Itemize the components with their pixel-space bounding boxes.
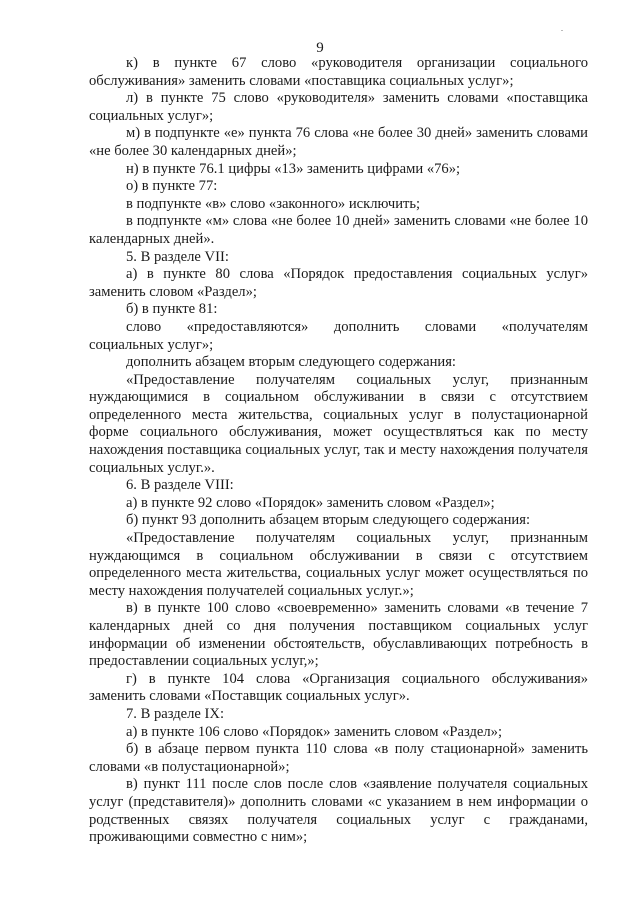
paragraph-add-second: дополнить абзацем вторым следующего содержания:: [126, 354, 456, 371]
paragraph-ix-a: а) в пункте 106 слово «Порядок» заменить словом «Раздел»;: [126, 723, 503, 740]
paragraph-viii-g: г) в пункте 104 слова «Организация социального обслуживания» заменить словами «Поставщик социальных услуг».: [89, 670, 588, 705]
paragraph-n: н) в пункте 76.1 цифры «13» заменить цифрами «76»;: [126, 160, 461, 177]
word: «предоставляются»: [186, 318, 309, 335]
line-continuation: социальных услуг»;: [89, 336, 214, 353]
word: дополнить: [333, 318, 400, 335]
section-heading-vii: 5. В разделе VII:: [126, 248, 229, 265]
paragraph-vii-b: б) в пункте 81:: [126, 301, 218, 318]
word: «получателям: [501, 318, 588, 335]
paragraph-k: к) в пункте 67 слово «руководителя организации социального обслуживания» заменить словами «поставщика социальных услуг»;: [89, 55, 588, 89]
document-body: [89, 55, 588, 847]
paragraph-word-supplement: [89, 319, 588, 354]
paragraph-o: о) в пункте 77:: [126, 178, 218, 195]
section-heading-ix: 7. В разделе IX:: [126, 705, 225, 722]
page-number: 9: [316, 40, 324, 56]
paragraph-o-v: в подпункте «в» слово «законного» исключить;: [126, 195, 421, 212]
paragraph-l: л) в пункте 75 слово «руководителя» заменить словами «поставщика социальных услуг»;: [89, 90, 588, 124]
word: словами: [424, 318, 477, 335]
paragraph-viii-v: в) в пункте 100 слово «своевременно» заменить словами «в течение 7 календарных дней со дня получения поставщиком социальных услуг информации об изменении обстоятельств, обуславливающих потребность в предоставлении социальных услуг,»;: [89, 600, 588, 670]
paragraph-vii-a: а) в пункте 80 слова «Порядок предоставления социальных услуг» заменить словом «Раздел»;: [89, 266, 588, 300]
quoted-text-vii: «Предоставление получателям социальных услуг, признанным нуждающимися в социальном обслуживании в связи с отсутствием определенного места жительства, социальных услуг в полустационарной форме социального обслуживания, может осуществляться как по месту нахождения поставщика социальных услуг, так и месту нахождения получателя социальных услуг.».: [89, 371, 588, 476]
paragraph-o-m: в подпункте «м» слова «не более 10 дней» заменить словами «не более 10 календарных дней».: [89, 213, 588, 247]
quoted-text-viii: «Предоставление получателям социальных услуг, признанным нуждающимся в социальном обслуживании в связи с отсутствием определенного места жительства, социальных услуг может осуществляться по месту нахождения получателей социальных услуг.»;: [89, 530, 588, 599]
paragraph-ix-v: в) пункт 111 после слов после слов «заявление получателя социальных услуг (представителя)» дополнить словами «с указанием в нем информации о родственных связях получателя социальных услуг с гражданами, проживающими совместно с ним»;: [89, 776, 588, 846]
paragraph-viii-a: а) в пункте 92 слово «Порядок» заменить словом «Раздел»;: [126, 494, 495, 511]
paragraph-ix-b: б) в абзаце первом пункта 110 слова «в полу стационарной» заменить словами «в полустационарной»;: [89, 741, 588, 775]
word: слово: [126, 318, 162, 335]
scan-speck: [561, 30, 563, 31]
section-heading-viii: 6. В разделе VIII:: [126, 477, 234, 494]
paragraph-m: м) в подпункте «е» пункта 76 слова «не более 30 дней» заменить словами «не более 30 календарных дней»;: [89, 125, 588, 159]
spaced-line: [89, 319, 588, 337]
paragraph-viii-b: б) пункт 93 дополнить абзацем вторым следующего содержания:: [126, 512, 530, 529]
